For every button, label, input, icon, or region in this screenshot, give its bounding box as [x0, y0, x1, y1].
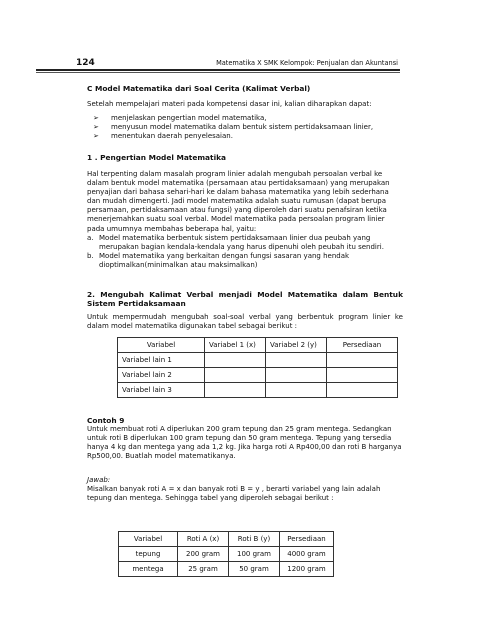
header-rule-thin	[36, 72, 400, 73]
table-row: Variabel lain 3	[118, 383, 398, 398]
header-rule	[36, 69, 400, 71]
example-paragraph: Untuk membuat roti A diperlukan 200 gram tepung dan 25 gram mentega. Sedangkan untuk roti B diperlukan 100 gram tepung dan 50 gram mentega. Tepung yang tersedia hanya 4 kg dan mentega yang ada 1,2 kg. Jika harga roti A Rp400,00 dan roti B harganya Rp500,00. Buatlah model matematikanya.	[87, 425, 402, 461]
bullet-arrow-icon: ➢	[93, 114, 99, 122]
section-c-intro: Setelah mempelajari materi pada kompetensi dasar ini, kalian diharapkan dapat:	[87, 100, 372, 108]
model-list	[87, 234, 403, 270]
table-row: mentega 25 gram 50 gram 1200 gram	[119, 562, 334, 577]
list-item: ➢ menyusun model matematika dalam bentuk sistem pertidaksamaan linier,	[93, 123, 374, 132]
table-row: Variabel lain 2	[118, 368, 398, 383]
list-item: b. Model matematika yang berkaitan dengan fungsi sasaran yang hendak dioptimalkan(minimalkan atau maksimalkan)	[87, 252, 350, 270]
section-1-paragraph: Hal terpenting dalam masalah program linier adalah mengubah persoalan verbal ke dalam bentuk model matematika (persamaan atau pertidaksamaan) yang merupakan penyajian dari bahasa sehari-hari ke dalam bahasa matematika yang lebih sederhana dan mudah dimengerti. Jadi model matematika adalah suatu rumusan (dapat berupa persamaan, pertidaksamaan atau fungsi) yang diperoleh dari suatu penafsiran ketika menerjemahkan suatu soal verbal. Model matematika pada persoalan program linier pada umumnya membahas beberapa hal, yaitu:	[87, 170, 390, 233]
section-2-heading: 2. Mengubah Kalimat Verbal menjadi Model Matematika dalam Bentuk Sistem Pertidaksamaan	[87, 290, 403, 309]
section-2-paragraph: Untuk mempermudah mengubah soal-soal verbal yang berbentuk program linier ke dalam model matematika digunakan tabel sebagai berikut :	[87, 313, 403, 331]
running-header: Matematika X SMK Kelompok: Penjualan dan Akuntansi	[216, 59, 398, 67]
list-item: a. Model matematika berbentuk sistem pertidaksamaan linier dua peubah yang merupakan bagian kendala-kendala yang harus dipenuhi oleh peubah itu sendiri.	[87, 234, 384, 252]
bullet-arrow-icon: ➢	[93, 123, 99, 132]
example-table	[118, 531, 334, 577]
template-table	[117, 337, 398, 398]
answer-text: Misalkan banyak roti A = x dan banyak roti B = y , berarti variabel yang lain adalah tepung dan mentega. Sehingga tabel yang diperoleh sebagai berikut :	[87, 485, 381, 503]
bullet-arrow-icon: ➢	[93, 132, 99, 141]
page-number: 124	[76, 58, 95, 68]
section-1-heading: 1 . Pengertian Model Matematika	[87, 153, 227, 162]
table-row: tepung 200 gram 100 gram 4000 gram	[119, 547, 334, 562]
example-heading: Contoh 9	[87, 416, 125, 425]
table-header-row: Variabel Variabel 1 (x) Variabel 2 (y) Persediaan	[118, 338, 398, 353]
answer-label: Jawab:	[87, 476, 111, 484]
objective-list	[87, 114, 403, 141]
list-item: ➢ menjelaskan pengertian model matematika,	[93, 114, 267, 122]
table-header-row: Variabel Roti A (x) Roti B (y) Persediaan	[119, 532, 334, 547]
section-c-heading: C Model Matematika dari Soal Cerita (Kalimat Verbal)	[87, 84, 311, 93]
list-item: ➢ menentukan daerah penyelesaian.	[93, 132, 233, 141]
table-row: Variabel lain 1	[118, 353, 398, 368]
